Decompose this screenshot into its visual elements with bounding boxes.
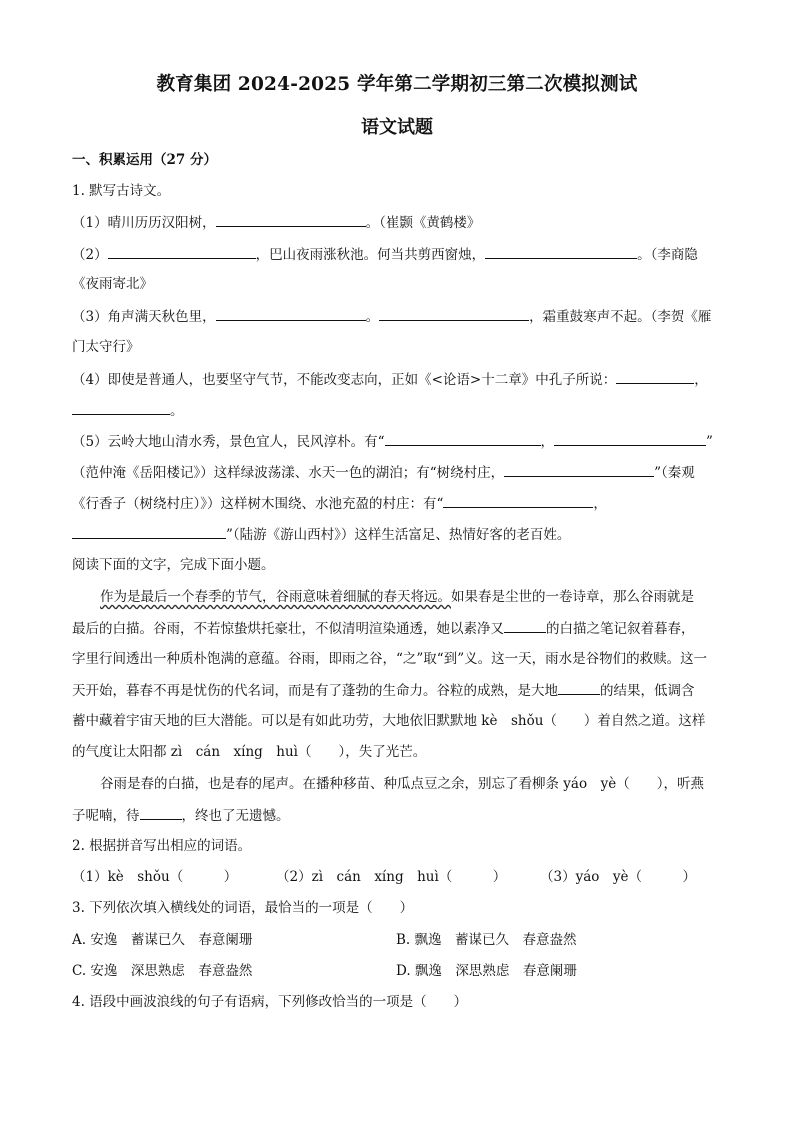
q3-stem: 3. 下列依次填入横线处的词语，最恰当的一项是（ ） [72, 900, 414, 916]
wavy-underlined-sentence: 作为是最后一个春季的节气，谷雨意味着细腻的春天将远。 [100, 589, 451, 605]
passage-text: 如果春是尘世的一卷诗章，那么谷雨就是 [451, 589, 694, 605]
q1-item-2-text: ，巴山夜雨涨秋池。何当共剪西窗烛， [255, 247, 486, 263]
exam-subtitle: 语文试题 [361, 117, 433, 138]
q1-item-5-comma3: ， [593, 496, 607, 512]
q1-item-5 [72, 431, 722, 452]
q1-stem: 1. 默写古诗文。 [72, 183, 171, 199]
q1-item-5-comma: ， [540, 434, 554, 450]
q1-item-4-comma: ， [694, 372, 708, 388]
passage-text: 的白描之笔记叙着暮春， [546, 621, 695, 637]
q1-item-4-end: 。 [170, 403, 184, 419]
q1-item-3 [72, 306, 722, 327]
q4-stem: 4. 语段中画波浪线的句子有语病，下列修改恰当的一项是（ ） [72, 994, 468, 1010]
passage-text: ，终也了无遗憾。 [181, 808, 290, 824]
q3-option-a[interactable]: A. 安逸 蓄谋已久 春意阑珊 [72, 932, 253, 948]
q1-item-5-source2: ”（秦观 [654, 465, 695, 481]
reading-instruction: 阅读下面的文字，完成下面小题。 [72, 557, 275, 573]
answer-blank[interactable] [72, 524, 226, 539]
answer-blank[interactable] [443, 493, 593, 508]
answer-blank[interactable] [385, 431, 541, 446]
answer-blank[interactable] [216, 212, 366, 227]
passage-text: 的结果，低调含 [600, 683, 695, 699]
q1-item-5-text2: （范仲淹《岳阳楼记》）这样绿波荡漾、水天一色的湖泊；有“树绕村庄， [72, 465, 505, 481]
q1-item-5-line4 [72, 524, 722, 545]
answer-blank[interactable] [379, 306, 529, 321]
q1-item-3-punct: 。 [365, 309, 380, 325]
passage-text: 天开始，暮春不再是忧伤的代名词，而是有了蓬勃的生命力。谷粒的成熟，是大地 [72, 683, 558, 699]
answer-blank[interactable] [485, 244, 637, 259]
q1-item-3-text: （3）角声满天秋色里， [72, 309, 216, 325]
answer-blank[interactable] [504, 618, 546, 633]
answer-blank[interactable] [616, 369, 694, 384]
q1-item-5-line2 [72, 462, 722, 483]
passage-line-6: 的气度让太阳都 zì cán xíng huì（ ），失了光芒。 [72, 744, 427, 760]
passage-text: 子呢喃，待 [72, 808, 140, 824]
passage-line-4 [72, 680, 722, 701]
q3-option-c[interactable]: C. 安逸 深思熟虑 春意盎然 [72, 963, 253, 979]
answer-blank[interactable] [504, 462, 654, 477]
q1-item-2 [72, 244, 722, 265]
q1-item-1-text: （1）晴川历历汉阳树， [72, 215, 216, 231]
passage-line-3: 字里行间透出一种质朴饱满的意蕴。谷雨，即雨之谷，“之”取“到”义。这一天，雨水是谷物们的救赎。这一 [72, 651, 708, 667]
passage-text: 最后的白描。谷雨，不若惊蛰烘托豪壮，不似清明渲染通透，她以素净又 [72, 621, 504, 637]
q1-item-4-text: （4）即使是普通人，也要坚守气节，不能改变志向，正如《<论语>十二章》中孔子所说： [72, 372, 617, 388]
answer-blank[interactable] [140, 805, 182, 820]
q1-item-3-source: ，霜重鼓寒声不起。（李贺《雁 [529, 309, 712, 325]
q2-stem: 2. 根据拼音写出相应的词语。 [72, 838, 252, 854]
q1-item-4-cont [72, 400, 722, 421]
q1-item-5-text3: 《行香子（树绕村庄）》）这样树木围绕、水池充盈的村庄：有“ [72, 496, 444, 512]
passage-line-5: 蓄中藏着宇宙天地的巨大潜能。可以是有如此功劳，大地依旧默默地 kè shǒu（ ）着自然之道。这样 [72, 713, 706, 729]
q2-item-3[interactable]: （3）yáo yè（ ） [540, 869, 697, 885]
q1-item-4 [72, 369, 722, 390]
q1-item-5-line3 [72, 493, 722, 514]
q2-item-2[interactable]: （2）zì cán xíng huì（ ） [276, 869, 507, 885]
q1-item-1 [72, 212, 722, 233]
section-heading: 一、积累运用（27 分） [72, 152, 217, 168]
passage-line-2 [72, 618, 722, 639]
q1-item-5-text: （5）云岭大地山清水秀，景色宜人，民风淳朴。有“ [72, 434, 385, 450]
exam-title: 教育集团 2024-2025 学年第二学期初三第二次模拟测试 [156, 74, 638, 95]
q1-item-1-source: 。（崔颢《黄鹤楼》 [365, 215, 481, 231]
answer-blank[interactable] [72, 400, 170, 415]
answer-blank[interactable] [108, 244, 256, 259]
passage-line-7: 谷雨是春的白描，也是春的尾声。在播种移苗、种瓜点豆之余，别忘了看柳条 yáo yè（ ），听燕 [100, 776, 704, 792]
answer-blank[interactable] [554, 431, 706, 446]
q1-item-5-text4: ”（陆游《游山西村》）这样生活富足、热情好客的老百姓。 [226, 527, 571, 543]
q1-item-2-num: （2） [72, 247, 108, 263]
passage-line-1 [100, 587, 722, 607]
q3-option-d[interactable]: D. 飘逸 深思熟虑 春意阑珊 [396, 963, 577, 979]
q1-item-3-cont: 门太守行》 [72, 339, 140, 355]
answer-blank[interactable] [216, 306, 366, 321]
passage-line-8 [72, 805, 722, 826]
q1-item-2-cont: 《夜雨寄北》 [72, 276, 153, 292]
q1-item-2-source: 。（李商隐 [637, 247, 698, 263]
answer-blank[interactable] [558, 680, 600, 695]
q3-option-b[interactable]: B. 飘逸 蓄谋已久 春意盎然 [396, 932, 577, 948]
q1-item-5-quote: ” [706, 434, 713, 450]
q2-item-1[interactable]: （1）kè shǒu（ ） [72, 869, 238, 885]
